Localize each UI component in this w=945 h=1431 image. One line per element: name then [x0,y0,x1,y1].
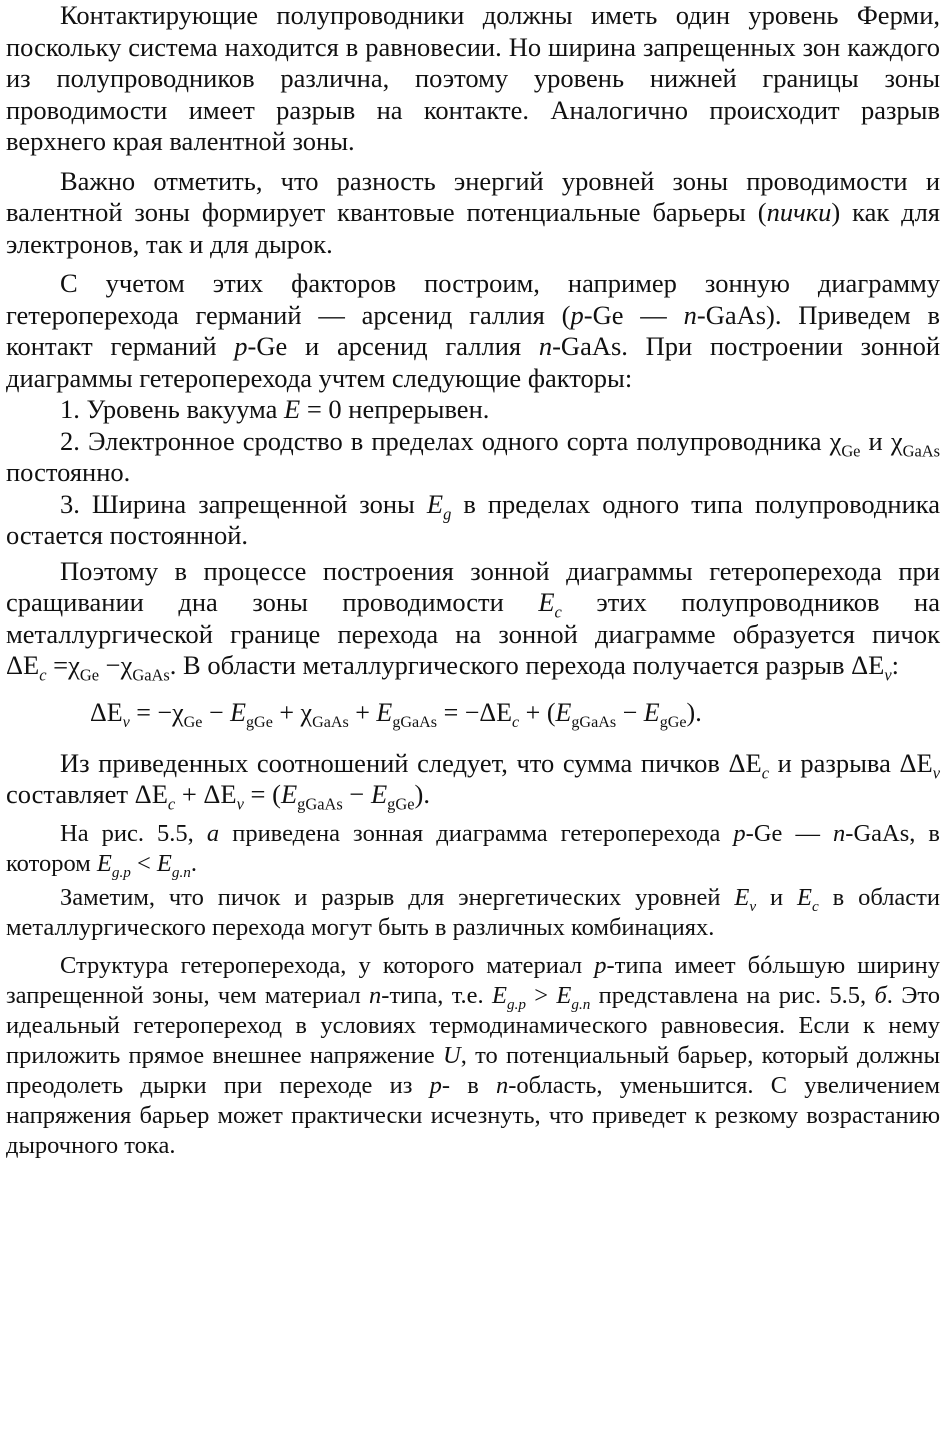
text-run: На рис. 5.5, [60,819,207,847]
operator: + ( [519,697,556,727]
text-run: Структура гетероперехода, у которого материал [60,951,595,979]
text-run: Заметим, что пичок и разрыв для энергетических уровней [60,883,735,911]
formula-term: E [643,697,660,727]
operator: = [46,650,69,680]
symbol-E: E [96,849,112,877]
symbol-n: n [683,299,697,330]
text-run: 2. Электронное сродство в пределах одного сорта полупроводника [60,425,830,456]
subscript: gGaAs [392,713,438,731]
symbol-p: p [594,951,607,979]
text-run: -GaAs). Приведем в контакт германий [6,299,940,361]
symbol-E: E [280,779,298,809]
paragraph-spike-formation [6,555,940,685]
symbol-delta-E: ΔE [851,650,885,680]
text-run: Поэтому в процессе построения зонной диаграммы гетероперехода при сращивании дна зоны проводимости [6,555,940,617]
subscript: c [39,665,47,685]
text-run: -типа, т.е. [381,981,492,1009]
text-run: Важно отметить, что разность энергий уровней зоны проводимости и валентной зоны формирует квантовые потенциальные барьеры ( [6,165,940,227]
operator: − [202,697,231,727]
symbol-n: n [538,331,553,361]
operator: = ( [243,779,281,809]
figure-label-b: б [874,981,887,1009]
paragraph-ideal-heterojunction [6,951,940,1161]
operator: − [616,697,644,727]
paragraph-text: Контактирующие полупроводники должны иметь один уровень Ферми, поскольку система находится в равновесии. Но ширина запрещенных зон каждого из полупроводников различна, поэтому уровень нижней границы зоны проводимости имеет разрыв на контакте. Аналогично происходит разрыв верхнего края валентной зоны. [6,0,940,156]
text-run: составляет [6,779,135,809]
text-run: и [756,883,798,911]
formula-term: E [230,697,246,727]
paragraph-fig-a [6,819,940,879]
formula-term: E [376,697,393,727]
text-run: в пределах одного типа полупроводника остается постоянной. [6,488,940,550]
paragraph-spike-sum [6,747,940,814]
symbol-delta-E: ΔE [203,779,237,809]
subscript: Ge [79,665,100,685]
paragraph-quantum-barriers [6,166,940,261]
figure-label-a: а [206,819,220,847]
symbol-E: E [556,981,572,1009]
formula-term: ΔE [90,697,123,727]
subscript: Ge [841,440,861,460]
symbol-E: E [797,883,812,911]
text-run: этих полупроводников на металлургической границе перехода на зонной диаграмме образуется пичок [6,587,940,649]
text-run: и [860,425,891,456]
symbol-delta-E: ΔE [6,650,40,680]
operator: + [175,779,204,809]
subscript: g.p [111,863,131,881]
symbol-delta-E: ΔE [134,779,168,809]
text-run: -Ge — [745,819,834,847]
symbol-n: n [369,981,382,1009]
text-run: , то потенциальный барьер, который должны преодолеть дырки при переходе из [6,1041,941,1099]
list-item-electron-affinity [6,426,940,489]
text-run: 1. Уровень вакуума [60,394,284,424]
symbol-p: p [570,299,584,330]
text-run: = 0 непрерывен. [300,394,490,424]
operator: − [342,779,371,809]
subscript: v [932,762,940,782]
subscript: v [749,897,757,915]
inline-formula-sum [134,779,424,814]
symbol-delta-E: ΔE [728,747,762,778]
operator: = − [129,697,173,727]
subscript: Ge [183,713,203,731]
symbol-E: E [284,394,301,424]
text-run: -Ge — [583,299,684,330]
symbol-E: E [492,981,507,1009]
text-run: -область, уменьшится. С увеличением напряжения барьер может практически исчезнуть, что приведет к резкому возрастанию дырочного тока. [6,1071,940,1159]
inline-formula-egp-gt-egn [492,981,591,1013]
symbol-p: p [733,819,746,847]
operator: < [136,849,151,877]
symbol-n: n [833,819,846,847]
inline-formula-egp-lt-egn: $E_{g.p} < E_{g.n}$. [96,849,197,881]
list-item-vacuum-level [6,394,940,426]
symbol-p: p [234,331,248,361]
subscript: gGe [387,794,415,814]
subscript: v [236,794,244,814]
formula-term: ΔE [479,697,512,727]
operator: > [534,981,549,1009]
subscript: gGaAs [297,794,343,814]
subscript: GaAs [312,713,349,731]
text-run: -GaAs. При построении зонной диаграммы гетероперехода учтем следующие факторы: [6,331,940,393]
symbol-E: E [734,883,750,911]
subscript: v [884,665,892,685]
symbol-E: E [370,779,388,809]
subscript: c [512,713,520,731]
text-run: 3. Ширина запрещенной зоны [60,488,427,519]
text-run: ) как для электронов, так и для дырок. [6,197,940,259]
symbol-U: U [442,1041,461,1069]
symbol-p: p [429,1071,442,1099]
text-run: постоянно. [6,457,131,487]
symbol-chi: χ [120,650,133,680]
document-page [6,0,940,1161]
operator: = − [437,697,480,727]
text-run: в области металлургического перехода могут быть в различных комбинациях. [6,883,940,941]
symbol-chi: χ [68,650,80,680]
text-run: Из приведенных соотношений следует, что сумма пичков [60,747,729,778]
subscript: g.n [571,995,591,1013]
paragraph-heterojunction-construction [6,268,940,394]
inline-formula-dEc [6,650,170,685]
subscript: gGe [659,713,687,731]
symbol-chi: χ [829,425,842,456]
text-run: -GaAs, в котором [6,819,940,877]
subscript: g [443,503,452,523]
text-run: -Ge и арсенид галлия [247,331,539,361]
subscript: v [122,713,130,731]
symbol-n: n [496,1071,509,1099]
operator: − [99,650,121,680]
subscript: c [812,897,819,915]
subscript: GaAs [132,665,170,685]
subscript: c [167,794,176,814]
paragraph-combinations [6,883,940,943]
symbol-delta-E: ΔE [899,747,933,778]
text-run: : [891,650,900,680]
symbol-E: E [538,587,555,617]
emphasis-term: пички [766,197,832,227]
operator: + [348,697,377,727]
text-run: -типа имеет бóльшую ширину запрещенной зоны, чем материал [6,951,940,1009]
text-run: приведена зонная диаграмма гетероперехода [219,819,734,847]
subscript: GaAs [902,440,940,460]
text-run: . [423,779,430,809]
text-run: представлена на рис. 5.5, [590,981,875,1009]
paragraph-fermi-level [6,0,940,158]
subscript: gGaAs [571,713,617,731]
subscript: gGe [246,713,273,731]
subscript: c [761,762,770,782]
subscript: g.p [506,995,526,1013]
symbol-E: E [426,488,444,519]
operator: ). [686,697,702,727]
formula-term: χ [300,697,313,727]
formula-term: χ [172,697,184,727]
text-run: . В области металлургического перехода получается разрыв [169,650,852,680]
text-run: и разрыва [769,747,900,778]
formula-term: E [555,697,572,727]
text-run: - в [441,1071,497,1099]
text-run: . Это идеальный гетеропереход в условиях термодинамического равновесия. Если к нему приложить прямое внешнее напряжение [6,981,941,1069]
symbol-E: E [156,849,172,877]
text-run: С учетом этих факторов построим, например зонную диаграмму гетероперехода германий — арсенид галлия ( [6,268,940,330]
subscript: g.n [171,863,191,881]
operator: ) [414,779,424,809]
list-item-band-gap [6,489,940,552]
symbol-chi: χ [890,425,903,456]
display-formula-dEv [6,696,940,730]
operator: + [272,697,301,727]
subscript: c [554,602,562,622]
